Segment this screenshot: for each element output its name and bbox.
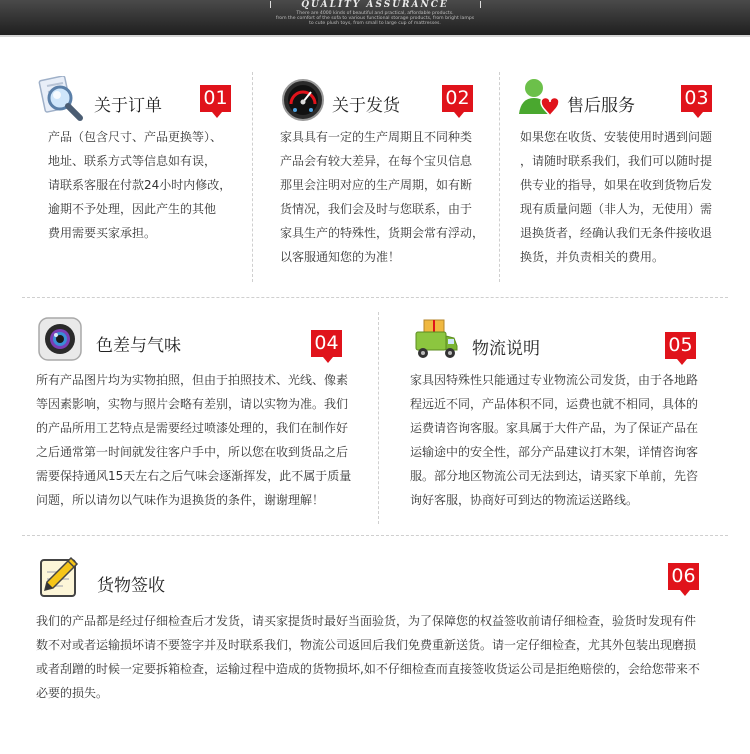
body-line: 那里会注明对应的生产周期，如有断 [280,178,473,192]
section-number-badge: 03 [681,85,712,112]
divider-vertical-2 [499,72,500,282]
delivery-truck-icon [410,318,460,368]
body-line: 或者刮蹭的时候一定要拆箱检查，运输过程中造成的货物损坏,如不仔细检查而直接签收货运公司是拒绝赔偿的，会给您带来不 [36,662,700,676]
body-line: 询好客服，协商好可到达的物流运送路线。 [410,493,639,507]
body-line: 数不对或者运输损坏请不要签字并及时联系我们，物流公司返回后我们免费重新送货。请一定仔细检查，尤其外包装出现磨损 [36,638,697,652]
body-line: 必要的损失。 [36,686,109,700]
section-title: 物流说明 [472,339,540,359]
body-line: ，请随时联系我们，我们可以随时提 [520,154,713,168]
body-line: 问题，所以请勿以气味作为退换货的条件，谢谢理解！ [36,493,325,507]
header-rule-right [480,1,481,8]
body-line: 家具具有一定的生产周期且不同种类 [280,130,473,144]
section-number-badge: 04 [311,330,342,357]
section-number-badge: 05 [665,332,696,359]
header-banner [0,0,750,37]
user-heart-icon [517,76,563,124]
body-line: 如果您在收货、安装使用时遇到问题 [520,130,713,144]
divider-horizontal-1 [22,297,728,298]
divider-vertical-1 [252,72,253,282]
section-number-badge: 06 [668,563,699,590]
body-line: 供专业的指导，如果在收到货物后发 [520,178,713,192]
section-title: 售后服务 [567,96,635,116]
pencil-note-icon [35,552,85,604]
body-line: 以客服通知您的为准！ [280,250,401,264]
section-title: 关于发货 [332,96,400,116]
body-line: 服。部分地区物流公司无法到达，请买家下单前，先咨 [410,469,699,483]
body-line: 请联系客服在付款24小时内修改， [48,178,232,192]
section-body [280,125,495,269]
body-line: 家具生产的特殊性，货期会常有浮动， [280,226,485,240]
header-subtitle-3: to cute plush toys, from small to large cup of mattresses. [309,21,441,26]
section-body [410,368,730,512]
body-line: 货情况，我们会及时与您联系，由于 [280,202,473,216]
body-line: 家具因特殊性只能通过专业物流公司发货，由于各地路 [410,373,699,387]
body-line: 运费请咨询客服。家具属于大件产品，为了保证产品在 [410,421,699,435]
header-subtitle-1: There are 4000 kinds of beautiful and practical, affordable products. [296,11,454,16]
magnifier-document-icon [36,76,86,126]
section-title: 色差与气味 [96,336,181,356]
header-subtitle-2: from the comfort of the sofa to various functional storage products, from bright lamps [275,16,475,21]
speedometer-icon [281,78,325,126]
body-line: 需要保持通风15天左右之后气味会逐渐挥发，此不属于质量 [36,469,352,483]
body-line: 费用需要买家承担。 [48,226,157,240]
body-line: 换货，并负责相关的费用。 [520,250,665,264]
body-line: 所有产品图片均为实物拍照，但由于拍照技术、光线、像素 [36,373,349,387]
section-body [520,125,740,269]
header-title: QUALITY ASSURANCE [301,0,449,10]
body-line: 退换货者，经确认我们无条件接收退 [520,226,713,240]
divider-horizontal-2 [22,535,728,536]
body-line: 的产品所用工艺特点是需要经过喷漆处理的，我们在制作好 [36,421,349,435]
body-line: 运输途中的安全性，部分产品建议打木架，详情咨询客 [410,445,699,459]
divider-vertical-3 [378,312,379,524]
body-line: 地址、联系方式等信息如有误， [48,154,217,168]
section-body [36,368,378,512]
body-line: 产品会有较大差异，在每个宝贝信息 [280,154,473,168]
body-line: 现有质量问题（非人为，无使用）需 [520,202,713,216]
body-line: 产品（包含尺寸、产品更换等）、 [48,130,223,144]
section-title: 关于订单 [94,96,162,116]
body-line: 之后通常第一时间就发往客户手中，所以您在收到货品之后 [36,445,349,459]
camera-lens-icon [37,316,83,366]
body-line: 程远近不同，产品体积不同，运费也就不相同，具体的 [410,397,699,411]
body-line: 逾期不予处理，因此产生的其他 [48,202,217,216]
body-line: 等因素影响，实物与照片会略有差别，请以实物为准。我们 [36,397,349,411]
section-number-badge: 02 [442,85,473,112]
section-body [36,609,736,705]
section-number-badge: 01 [200,85,231,112]
section-body [48,125,248,245]
body-line: 我们的产品都是经过仔细检查后才发货，请买家提货时最好当面验货，为了保障您的权益签收前请仔细检查，验货时发现有件 [36,614,697,628]
section-title: 货物签收 [97,576,165,596]
